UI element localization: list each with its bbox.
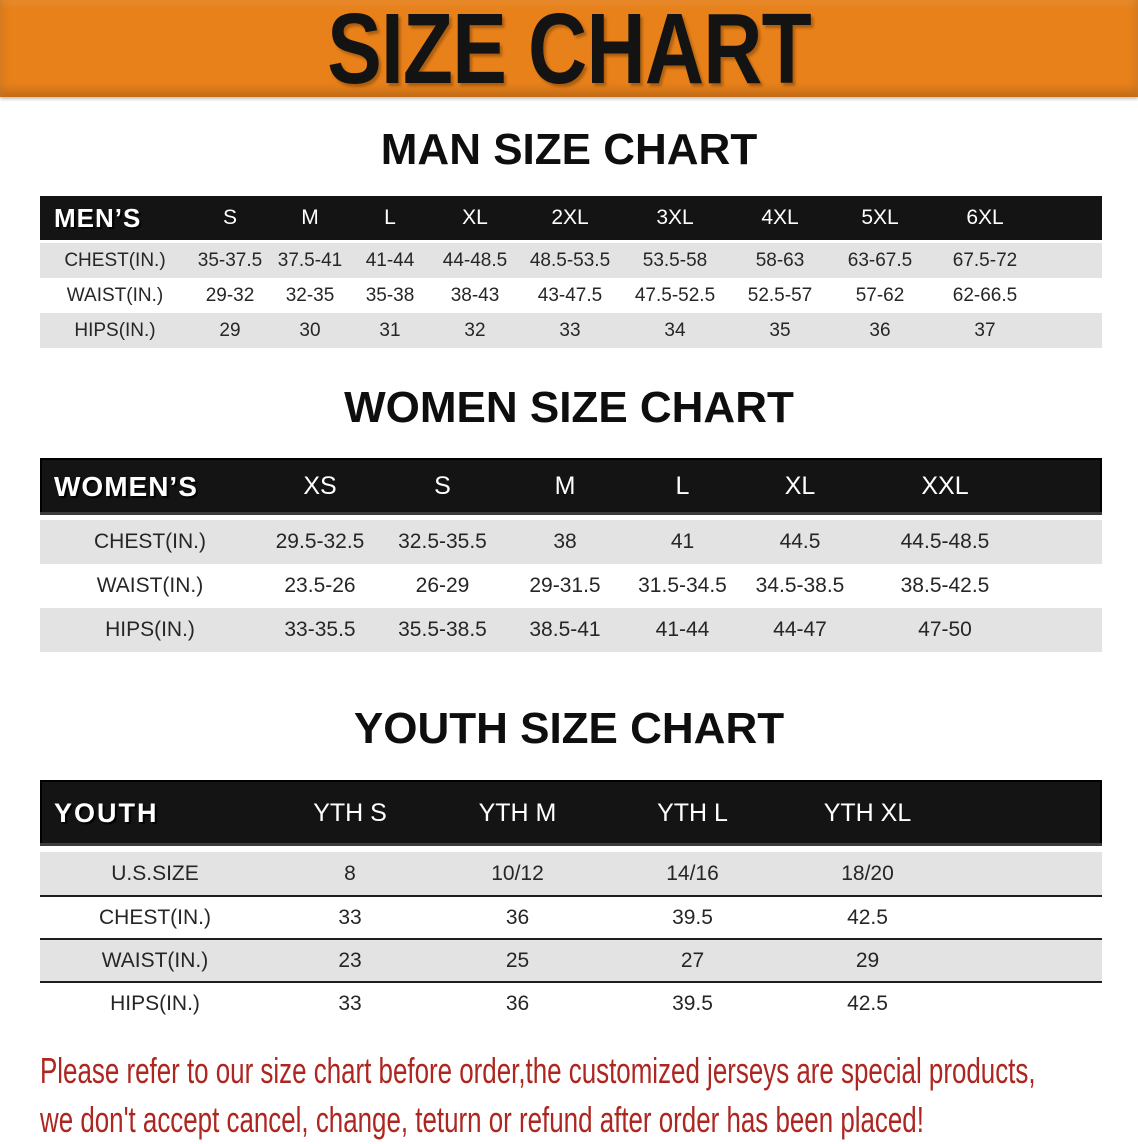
size-value-cell: 44-47 [773,618,827,641]
size-value-cell: 29-32 [205,284,255,306]
size-value-cell: 26-29 [415,574,470,597]
size-value-cell: 10/12 [491,861,544,885]
table-row [40,520,1102,564]
size-value-cell: 41-44 [655,618,710,641]
size-value-cell: 39.5 [672,905,713,929]
women-section [0,383,1138,652]
size-value-cell: 52.5-57 [747,284,813,306]
youth-size-heading: YOUTH SIZE CHART [353,704,785,753]
size-chart-banner [0,0,1138,105]
size-value-cell: 29-31.5 [529,574,601,597]
size-value-cell: 27 [680,948,705,972]
size-value-cell: 33 [559,319,581,341]
size-value-cell: 33 [338,991,362,1015]
row-label: WAIST(IN.) [96,574,204,597]
size-value-cell: 32-35 [285,284,335,306]
table-row [40,278,1102,313]
size-value-cell: 43-47.5 [537,284,603,306]
size-value-cell: 41-44 [365,249,415,271]
size-value-cell: 23.5-26 [284,574,356,597]
youth-size-table [40,780,1102,1024]
table-row [40,981,1102,1024]
size-value-cell: 8 [344,861,356,885]
size-column-header: YTH S [313,798,387,827]
table-row [40,895,1102,938]
size-column-header: S [222,206,237,229]
size-column-header: XXL [921,472,969,500]
size-value-cell: 44.5-48.5 [900,530,990,553]
size-value-cell: 29 [219,319,241,341]
size-value-cell: 38-43 [450,284,500,306]
table-header-label: WOMEN’S [54,470,198,502]
size-value-cell: 35-37.5 [197,249,263,271]
disclaimer-text [0,1046,1138,1144]
table-header-row [40,458,1102,515]
row-label: U.S.SIZE [111,861,199,885]
men-section [0,125,1138,348]
size-column-header: L [675,472,690,500]
size-value-cell: 25 [505,948,530,972]
size-column-header: YTH XL [823,798,912,827]
size-value-cell: 39.5 [672,991,713,1015]
disclaimer-line-1: Please refer to our size chart before order,the customized jerseys are special products, [40,1050,1036,1091]
size-value-cell: 34 [664,319,686,341]
disclaimer-line-2: we don't accept cancel, change, teturn or refund after order has been placed! [40,1099,924,1140]
size-value-cell: 36 [505,991,530,1015]
size-column-header: M [301,206,319,229]
men-size-heading: MAN SIZE CHART [380,125,758,174]
row-label: CHEST(IN.) [94,530,206,553]
size-value-cell: 35 [769,319,791,341]
size-value-cell: 41 [670,530,695,553]
size-value-cell: 47-50 [918,618,972,641]
table-row [40,313,1102,348]
size-value-cell: 44-48.5 [442,249,508,271]
size-value-cell: 35-38 [365,284,415,306]
size-value-cell: 23 [338,948,362,972]
size-column-header: 5XL [861,206,899,229]
size-value-cell: 14/16 [666,861,719,885]
size-column-header: 6XL [966,206,1004,229]
size-value-cell: 67.5-72 [952,249,1018,271]
size-column-header: L [384,206,396,229]
table-row [40,938,1102,981]
size-value-cell: 37.5-41 [277,249,343,271]
size-chart-title: SIZE CHART [327,0,811,105]
size-value-cell: 57-62 [855,284,905,306]
size-column-header: YTH M [478,798,557,827]
women-size-table [40,458,1102,652]
row-label: CHEST(IN.) [64,249,166,271]
size-value-cell: 42.5 [847,905,888,929]
size-value-cell: 33-35.5 [284,618,356,641]
size-value-cell: 47.5-52.5 [634,284,716,306]
size-value-cell: 58-63 [755,249,805,271]
youth-section [0,704,1138,1024]
size-value-cell: 36 [505,905,530,929]
size-value-cell: 38 [553,530,577,553]
size-column-header: 2XL [551,206,589,229]
size-value-cell: 35.5-38.5 [398,618,487,641]
size-column-header: XS [303,472,337,500]
size-value-cell: 38.5-41 [529,618,601,641]
size-value-cell: 31 [379,319,401,341]
men-size-table [40,196,1102,348]
table-row [40,608,1102,652]
size-column-header: 3XL [656,206,694,229]
size-value-cell: 32.5-35.5 [398,530,487,553]
size-value-cell: 42.5 [847,991,888,1015]
size-value-cell: 29 [855,948,880,972]
table-row [40,852,1102,895]
size-value-cell: 37 [974,319,996,341]
size-value-cell: 44.5 [779,530,821,553]
size-value-cell: 48.5-53.5 [529,249,611,271]
size-value-cell: 31.5-34.5 [638,574,727,597]
size-column-header: S [434,472,451,500]
size-column-header: 4XL [761,206,799,229]
size-value-cell: 30 [299,319,321,341]
size-column-header: YTH L [657,798,728,827]
size-value-cell: 53.5-58 [642,249,708,271]
size-value-cell: 32 [464,319,486,341]
row-label: HIPS(IN.) [74,319,156,341]
row-label: HIPS(IN.) [105,618,195,641]
size-value-cell: 34.5-38.5 [755,574,845,597]
table-header-label: YOUTH [54,797,159,828]
size-value-cell: 18/20 [841,861,894,885]
size-value-cell: 29.5-32.5 [275,530,365,553]
size-value-cell: 62-66.5 [952,284,1018,306]
size-column-header: M [554,472,576,500]
size-value-cell: 33 [338,905,362,929]
row-label: WAIST(IN.) [101,948,209,972]
size-value-cell: 63-67.5 [847,249,913,271]
table-row [40,243,1102,278]
table-header-label: MEN’S [54,202,142,233]
table-header-row [40,196,1102,240]
size-column-header: XL [462,206,488,229]
row-label: HIPS(IN.) [110,991,200,1015]
row-label: CHEST(IN.) [99,905,211,929]
row-label: WAIST(IN.) [66,284,164,306]
table-header-row [40,780,1102,846]
size-column-header: XL [784,472,816,500]
women-size-heading: WOMEN SIZE CHART [344,383,794,432]
size-value-cell: 38.5-42.5 [900,574,990,597]
table-row [40,564,1102,608]
size-value-cell: 36 [869,319,891,341]
